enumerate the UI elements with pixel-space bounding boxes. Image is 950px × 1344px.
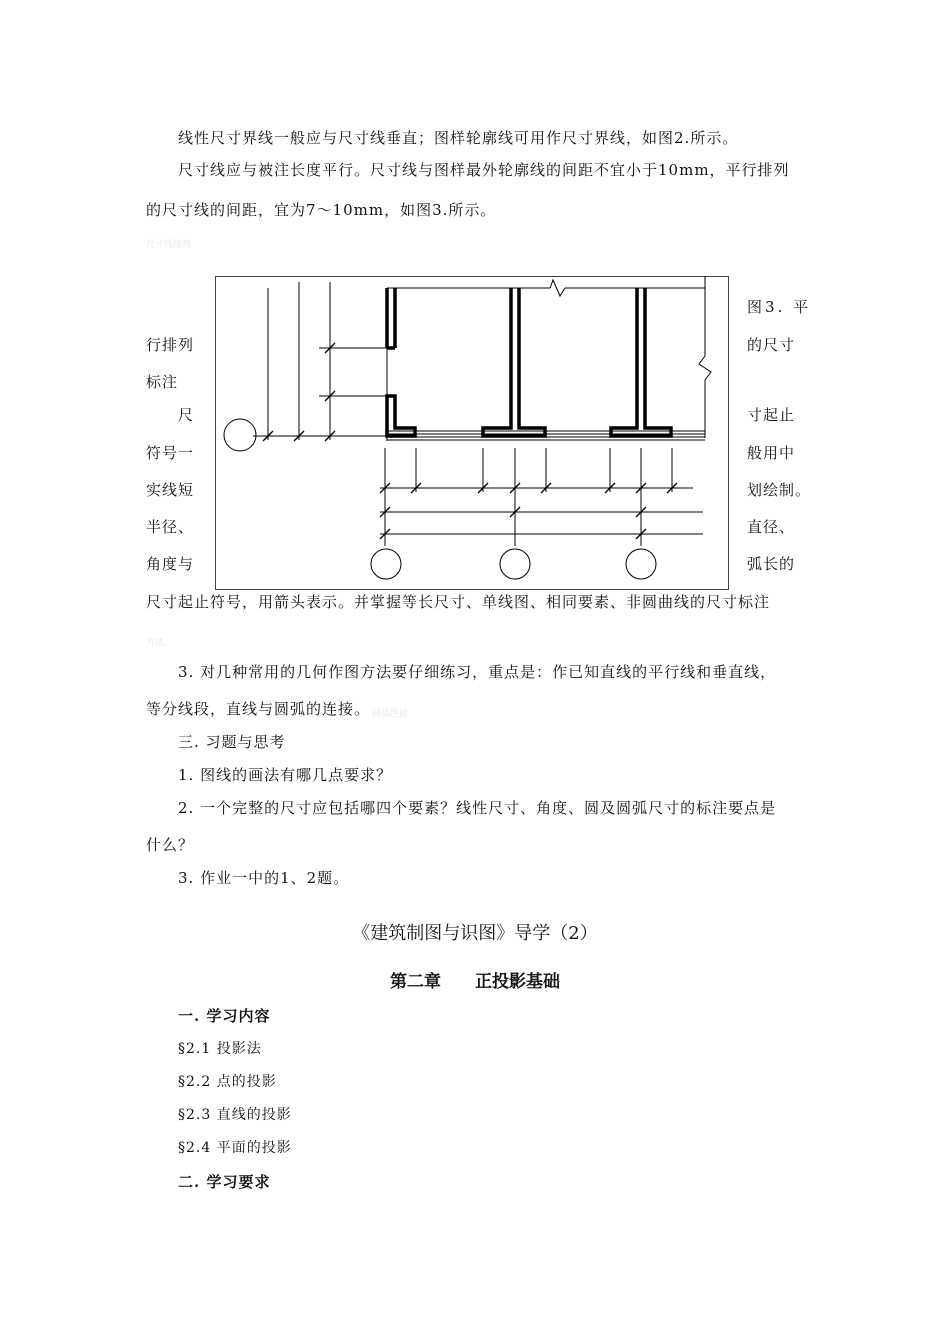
heading-learning-requirements: 二. 学习要求 [178, 1173, 271, 1191]
figure-frame [216, 277, 729, 590]
p4-line1: 3. 对几种常用的几何作图方法要仔细练习，重点是：作已知直线的平行线和垂直线， [178, 663, 777, 681]
wrap-left-1: 行排列 [146, 336, 195, 354]
content-item-1: §2.1 投影法 [178, 1041, 262, 1057]
wrap-right-2: 的尺寸 [747, 336, 796, 354]
question-3: 3. 作业一中的1、2题。 [178, 869, 350, 887]
content-item-4: §2.4 平面的投影 [178, 1140, 292, 1156]
wrap-left-2: 标注 [146, 373, 179, 391]
wrap-left-5: 实线短 [146, 481, 195, 499]
question-1: 1. 图线的画法有哪几点要求？ [178, 766, 393, 784]
wrap-right-3: 寸起止 [747, 406, 796, 424]
wall-corner [387, 396, 415, 436]
axis-circle-left [224, 419, 256, 451]
axis-circle-2 [500, 549, 530, 579]
question-2-line1: 2. 一个完整的尺寸应包括哪四个要素？线性尺寸、角度、圆及圆弧尺寸的标注要点是 [178, 799, 777, 817]
break-mark-right [699, 356, 711, 380]
wrap-right-1: 图3. 平 [747, 298, 812, 316]
wrap-right-4: 般用中 [747, 444, 796, 462]
wall-t-1 [483, 288, 545, 436]
dimension-figure [215, 276, 730, 590]
question-2-line2: 什么？ [146, 836, 195, 854]
chapter-title: 第二章 正投影基础 [390, 972, 560, 992]
wrap-left-3: 尺 [178, 406, 195, 424]
section-3-heading: 三. 习题与思考 [178, 733, 286, 751]
p1: 线性尺寸界线一般应与尺寸线垂直；图样轮廓线可用作尺寸界线，如图2.所示。 [178, 129, 739, 147]
doc-title: 《建筑制图与识图》导学（2） [352, 923, 598, 944]
wrap-left-6: 半径、 [146, 518, 195, 536]
wrap-right-7: 弧长的 [747, 555, 796, 573]
wrap-left-4: 符号一 [146, 444, 195, 462]
content-item-2: §2.2 点的投影 [178, 1074, 277, 1090]
wall-t-2 [611, 288, 671, 436]
heading-learning-content: 一. 学习内容 [178, 1007, 271, 1025]
wrap-left-7: 角度与 [146, 555, 195, 573]
content-item-3: §2.3 直线的投影 [178, 1107, 292, 1123]
faint-note-3: 圆弧连接 [372, 709, 409, 719]
p3-line: 尺寸起止符号，用箭头表示。并掌握等长尺寸、单线图、相同要素、非圆曲线的尺寸标注 [146, 593, 771, 611]
p4-line2: 等分线段，直线与圆弧的连接。 [146, 700, 371, 718]
break-mark-top [550, 280, 565, 296]
wrap-right-6: 直径、 [747, 518, 796, 536]
p2-line2: 的尺寸线的间距，宜为7～10mm，如图3.所示。 [146, 201, 497, 219]
wrap-right-5: 划绘制。 [747, 481, 812, 499]
p2-line1: 尺寸线应与被注长度平行。尺寸线与图样最外轮廓线的间距不宜小于10mm，平行排列 [178, 161, 790, 179]
faint-note-2: 方法。 [146, 638, 174, 648]
axis-circle-1 [371, 549, 401, 579]
axis-circle-3 [626, 549, 656, 579]
faint-note-1: 尺寸线排列 [146, 240, 192, 250]
